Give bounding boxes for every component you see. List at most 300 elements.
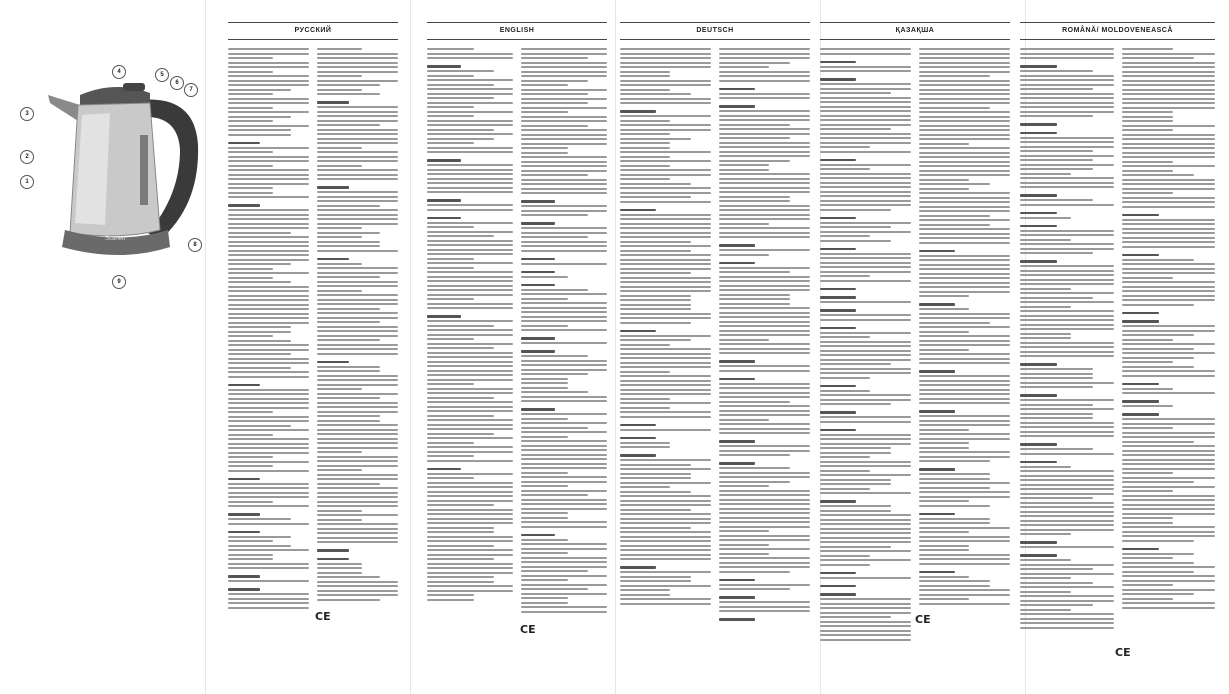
text-line — [719, 392, 810, 394]
text-line — [820, 222, 911, 224]
text-line — [620, 411, 711, 413]
text-line — [521, 557, 607, 559]
text-line — [228, 602, 309, 604]
text-line — [427, 138, 494, 140]
text-line — [521, 320, 607, 322]
text-line — [719, 454, 790, 456]
text-line — [919, 183, 990, 185]
text-line — [820, 492, 911, 494]
text-line — [228, 438, 309, 440]
text-line — [1122, 107, 1216, 109]
text-line — [719, 307, 810, 309]
text-line — [719, 124, 790, 126]
text-line — [317, 299, 398, 301]
text-line — [620, 580, 691, 582]
text-line — [317, 370, 380, 372]
text-line — [1020, 568, 1093, 570]
text-line — [317, 335, 398, 337]
text-line — [1020, 351, 1114, 353]
text-line — [620, 371, 670, 373]
text-line — [228, 66, 309, 68]
text-line — [317, 420, 380, 422]
text-line — [820, 226, 891, 228]
text-line — [317, 169, 398, 171]
text-line — [521, 57, 588, 59]
text-line — [1122, 281, 1216, 283]
text-line — [919, 589, 1010, 591]
text-line — [620, 66, 711, 68]
text-line — [1020, 234, 1114, 236]
text-line — [317, 245, 380, 247]
text-line — [919, 536, 1010, 538]
text-line — [1122, 490, 1173, 492]
text-line — [521, 418, 568, 420]
text-line — [228, 367, 291, 369]
text-line — [228, 344, 309, 346]
text-line — [919, 174, 1010, 176]
text-line — [919, 215, 990, 217]
text-line — [427, 361, 513, 363]
text-line — [1122, 348, 1195, 350]
callout-7: 7 — [184, 83, 198, 97]
text-line — [1020, 546, 1114, 548]
text-line — [719, 472, 810, 474]
text-line — [1122, 557, 1173, 559]
text-line — [1122, 147, 1216, 149]
text-line — [620, 477, 691, 479]
text-line — [620, 142, 670, 144]
text-line — [317, 541, 398, 543]
text-line — [719, 450, 810, 452]
text-line — [228, 134, 291, 136]
text-line — [1122, 206, 1216, 208]
text-line — [620, 241, 691, 243]
text-line — [228, 165, 273, 167]
text-line — [620, 304, 691, 306]
text-line — [1122, 432, 1216, 434]
text-line — [620, 549, 711, 551]
text-line — [820, 204, 911, 206]
text-line — [1020, 355, 1114, 357]
text-column — [1020, 46, 1114, 646]
text-line — [1122, 388, 1173, 390]
panel-header: РУССКИЙ — [228, 22, 398, 40]
text-line — [719, 383, 810, 385]
text-line — [719, 205, 810, 207]
text-line — [620, 84, 711, 86]
text-line — [719, 303, 790, 305]
text-line — [1020, 488, 1114, 490]
text-line — [228, 523, 309, 525]
text-line — [1122, 75, 1216, 77]
text-line — [620, 527, 691, 529]
text-line — [427, 343, 513, 345]
text-line — [1020, 622, 1114, 624]
panel-header: ҚАЗАҚША — [820, 22, 1010, 40]
text-line — [427, 415, 494, 417]
text-line — [228, 545, 291, 547]
text-line — [521, 400, 607, 402]
text-line — [719, 508, 810, 510]
text-line — [228, 492, 309, 494]
text-line — [1122, 508, 1216, 510]
text-line — [719, 485, 769, 487]
text-line — [228, 183, 309, 185]
section-heading-line — [719, 105, 755, 108]
text-line — [228, 496, 309, 498]
text-line — [620, 375, 711, 377]
text-line — [820, 142, 911, 144]
text-line — [1122, 228, 1216, 230]
text-line — [427, 388, 513, 390]
text-line — [719, 276, 810, 278]
text-line — [521, 566, 607, 568]
text-line — [427, 338, 474, 340]
text-line — [521, 602, 568, 604]
text-line — [620, 576, 691, 578]
text-line — [1020, 604, 1093, 606]
text-column — [228, 46, 309, 646]
ce-icon: CE — [315, 610, 331, 623]
section-heading-line — [820, 572, 856, 575]
text-line — [521, 192, 607, 194]
text-line — [427, 491, 513, 493]
text-line — [521, 236, 588, 238]
text-line — [820, 110, 911, 112]
text-line — [317, 330, 398, 332]
text-line — [228, 425, 291, 427]
text-line — [521, 606, 607, 608]
text-line — [1020, 115, 1093, 117]
text-line — [521, 165, 607, 167]
text-line — [1020, 164, 1114, 166]
text-line — [317, 585, 398, 587]
text-line — [521, 205, 607, 207]
text-line — [1122, 161, 1173, 163]
section-heading-line — [521, 271, 555, 274]
text-line — [521, 250, 607, 252]
text-line — [719, 53, 810, 55]
section-heading-line — [820, 159, 856, 162]
text-line — [1020, 435, 1114, 437]
text-line — [1122, 562, 1195, 564]
text-line — [820, 240, 891, 242]
text-line — [1020, 627, 1114, 629]
section-heading-line — [620, 330, 656, 333]
text-line — [317, 433, 398, 435]
text-line — [427, 173, 513, 175]
text-line — [919, 210, 1010, 212]
section-heading-line — [620, 110, 656, 113]
section-heading-line — [620, 424, 656, 427]
text-line — [317, 303, 398, 305]
text-line — [521, 476, 607, 478]
text-line — [919, 89, 1010, 91]
text-line — [620, 429, 711, 431]
text-line — [521, 316, 607, 318]
text-line — [620, 589, 670, 591]
text-line — [1020, 595, 1114, 597]
text-line — [228, 156, 309, 158]
text-line — [427, 401, 513, 403]
text-line — [919, 420, 1010, 422]
text-line — [317, 290, 362, 292]
text-line — [427, 289, 513, 291]
text-line — [820, 394, 911, 396]
text-line — [228, 187, 273, 189]
text-line — [427, 451, 513, 453]
text-line — [317, 236, 362, 238]
text-line — [820, 625, 911, 627]
text-line — [719, 530, 769, 532]
section-heading-line — [820, 585, 856, 588]
text-line — [1020, 559, 1071, 561]
text-line — [317, 514, 398, 516]
text-line — [820, 235, 870, 237]
text-line — [1020, 422, 1114, 424]
text-line — [317, 276, 380, 278]
text-line — [719, 467, 790, 469]
text-line — [620, 254, 711, 256]
text-line — [427, 590, 513, 592]
text-line — [228, 456, 273, 458]
text-line — [228, 416, 309, 418]
section-heading-line — [521, 350, 555, 353]
text-line — [620, 464, 691, 466]
text-line — [620, 348, 711, 350]
text-line — [719, 535, 810, 537]
text-line — [620, 102, 711, 104]
text-line — [620, 518, 711, 520]
text-line — [1020, 310, 1114, 312]
text-line — [1122, 102, 1216, 104]
text-line — [719, 414, 810, 416]
text-line — [1122, 143, 1216, 145]
section-heading-line — [1020, 65, 1057, 68]
text-line — [919, 442, 969, 444]
text-line — [919, 384, 1010, 386]
text-line — [427, 460, 513, 462]
section-heading-line — [620, 566, 656, 569]
section-heading-line — [820, 327, 856, 330]
text-line — [1122, 290, 1216, 292]
text-line — [521, 134, 607, 136]
text-line — [521, 302, 607, 304]
text-line — [1020, 315, 1114, 317]
text-line — [719, 526, 810, 528]
text-line — [1020, 582, 1093, 584]
text-line — [521, 214, 588, 216]
text-line — [1122, 405, 1173, 407]
text-line — [1020, 404, 1093, 406]
text-line — [1122, 98, 1216, 100]
text-line — [620, 93, 691, 95]
text-line — [719, 343, 810, 345]
text-line — [620, 227, 711, 229]
section-heading-line — [1122, 400, 1159, 403]
text-line — [1020, 346, 1114, 348]
text-line — [719, 66, 769, 68]
text-line — [719, 316, 810, 318]
text-line — [1122, 598, 1173, 600]
text-line — [228, 304, 309, 306]
text-column — [820, 46, 911, 646]
text-line — [919, 138, 1010, 140]
text-line — [719, 365, 810, 367]
text-line — [919, 313, 1010, 315]
section-heading-line — [820, 385, 856, 388]
text-line — [1122, 357, 1195, 359]
text-line — [1020, 75, 1114, 77]
text-line — [1122, 263, 1216, 265]
text-line — [919, 125, 1010, 127]
text-line — [1020, 204, 1114, 206]
text-line — [919, 603, 1010, 605]
text-line — [719, 445, 810, 447]
text-line — [317, 165, 362, 167]
text-line — [620, 169, 711, 171]
text-line — [1020, 88, 1093, 90]
text-line — [919, 75, 990, 77]
text-line — [820, 639, 911, 641]
text-line — [620, 156, 670, 158]
text-line — [620, 120, 670, 122]
text-line — [521, 378, 568, 380]
text-line — [719, 571, 790, 573]
text-line — [228, 277, 273, 279]
text-line — [1122, 197, 1216, 199]
text-line — [820, 92, 891, 94]
text-line — [919, 415, 1010, 417]
text-line — [317, 496, 398, 498]
text-line — [521, 467, 607, 469]
text-line — [1020, 111, 1114, 113]
text-line — [719, 387, 810, 389]
text-line — [521, 584, 607, 586]
text-line — [919, 487, 990, 489]
text-line — [820, 546, 891, 548]
text-line — [620, 187, 711, 189]
text-line — [719, 62, 790, 64]
section-heading-line — [1020, 443, 1057, 446]
text-line — [228, 434, 273, 436]
text-line — [427, 93, 513, 95]
text-line — [919, 438, 1010, 440]
text-line — [427, 191, 513, 193]
text-line — [521, 138, 607, 140]
text-line — [521, 125, 588, 127]
text-line — [1122, 246, 1216, 248]
text-line — [719, 249, 810, 251]
text-column — [919, 46, 1010, 646]
text-line — [228, 129, 291, 131]
text-line — [1020, 199, 1093, 201]
text-line — [820, 461, 911, 463]
text-line — [228, 71, 273, 73]
section-heading-line — [820, 217, 856, 220]
text-line — [1020, 217, 1071, 219]
text-line — [521, 93, 588, 95]
text-line — [820, 97, 911, 99]
text-line — [919, 192, 1010, 194]
text-line — [620, 482, 711, 484]
text-line — [427, 347, 494, 349]
text-line — [620, 362, 711, 364]
text-line — [719, 169, 769, 171]
text-line — [521, 548, 607, 550]
text-line — [427, 522, 513, 524]
text-line — [317, 581, 398, 583]
text-line — [1020, 377, 1093, 379]
text-line — [317, 151, 398, 153]
text-line — [228, 254, 309, 256]
text-line — [820, 124, 911, 126]
text-line — [1122, 192, 1173, 194]
text-line — [427, 84, 494, 86]
text-line — [820, 559, 911, 561]
text-line — [317, 532, 398, 534]
section-heading-line — [1020, 225, 1057, 228]
text-line — [919, 335, 1010, 337]
text-line — [427, 455, 474, 457]
text-line — [1122, 517, 1173, 519]
callout-9: 9 — [112, 275, 126, 289]
text-line — [919, 576, 969, 578]
text-line — [317, 424, 398, 426]
text-line — [521, 263, 607, 265]
text-line — [521, 463, 607, 465]
text-line — [521, 71, 607, 73]
text-line — [1122, 272, 1216, 274]
text-line — [228, 465, 273, 467]
text-line — [820, 550, 911, 552]
text-line — [228, 272, 309, 274]
text-line — [620, 183, 691, 185]
text-line — [719, 539, 810, 541]
text-line — [228, 371, 309, 373]
text-line — [1122, 259, 1195, 261]
text-line — [820, 403, 891, 405]
text-line — [719, 481, 790, 483]
text-line — [1020, 79, 1114, 81]
text-line — [427, 531, 494, 533]
text-line — [620, 495, 711, 497]
text-line — [719, 544, 769, 546]
ce-mark-ro — [1115, 643, 1135, 661]
text-line — [719, 588, 790, 590]
panel-english — [427, 22, 607, 672]
section-heading-line — [521, 337, 555, 340]
text-line — [1122, 575, 1216, 577]
text-line — [719, 566, 810, 568]
text-line — [317, 124, 380, 126]
ce-mark-kz — [915, 610, 935, 628]
text-line — [719, 396, 810, 398]
text-line — [317, 510, 362, 512]
section-heading-line — [228, 204, 260, 207]
text-line — [620, 446, 670, 448]
text-line — [620, 62, 711, 64]
text-line — [317, 142, 398, 144]
text-line — [317, 196, 398, 198]
text-line — [427, 151, 513, 153]
text-line — [1020, 613, 1114, 615]
text-line — [919, 295, 969, 297]
text-line — [317, 321, 380, 323]
text-line — [820, 101, 911, 103]
text-line — [317, 138, 398, 140]
text-line — [919, 447, 969, 449]
